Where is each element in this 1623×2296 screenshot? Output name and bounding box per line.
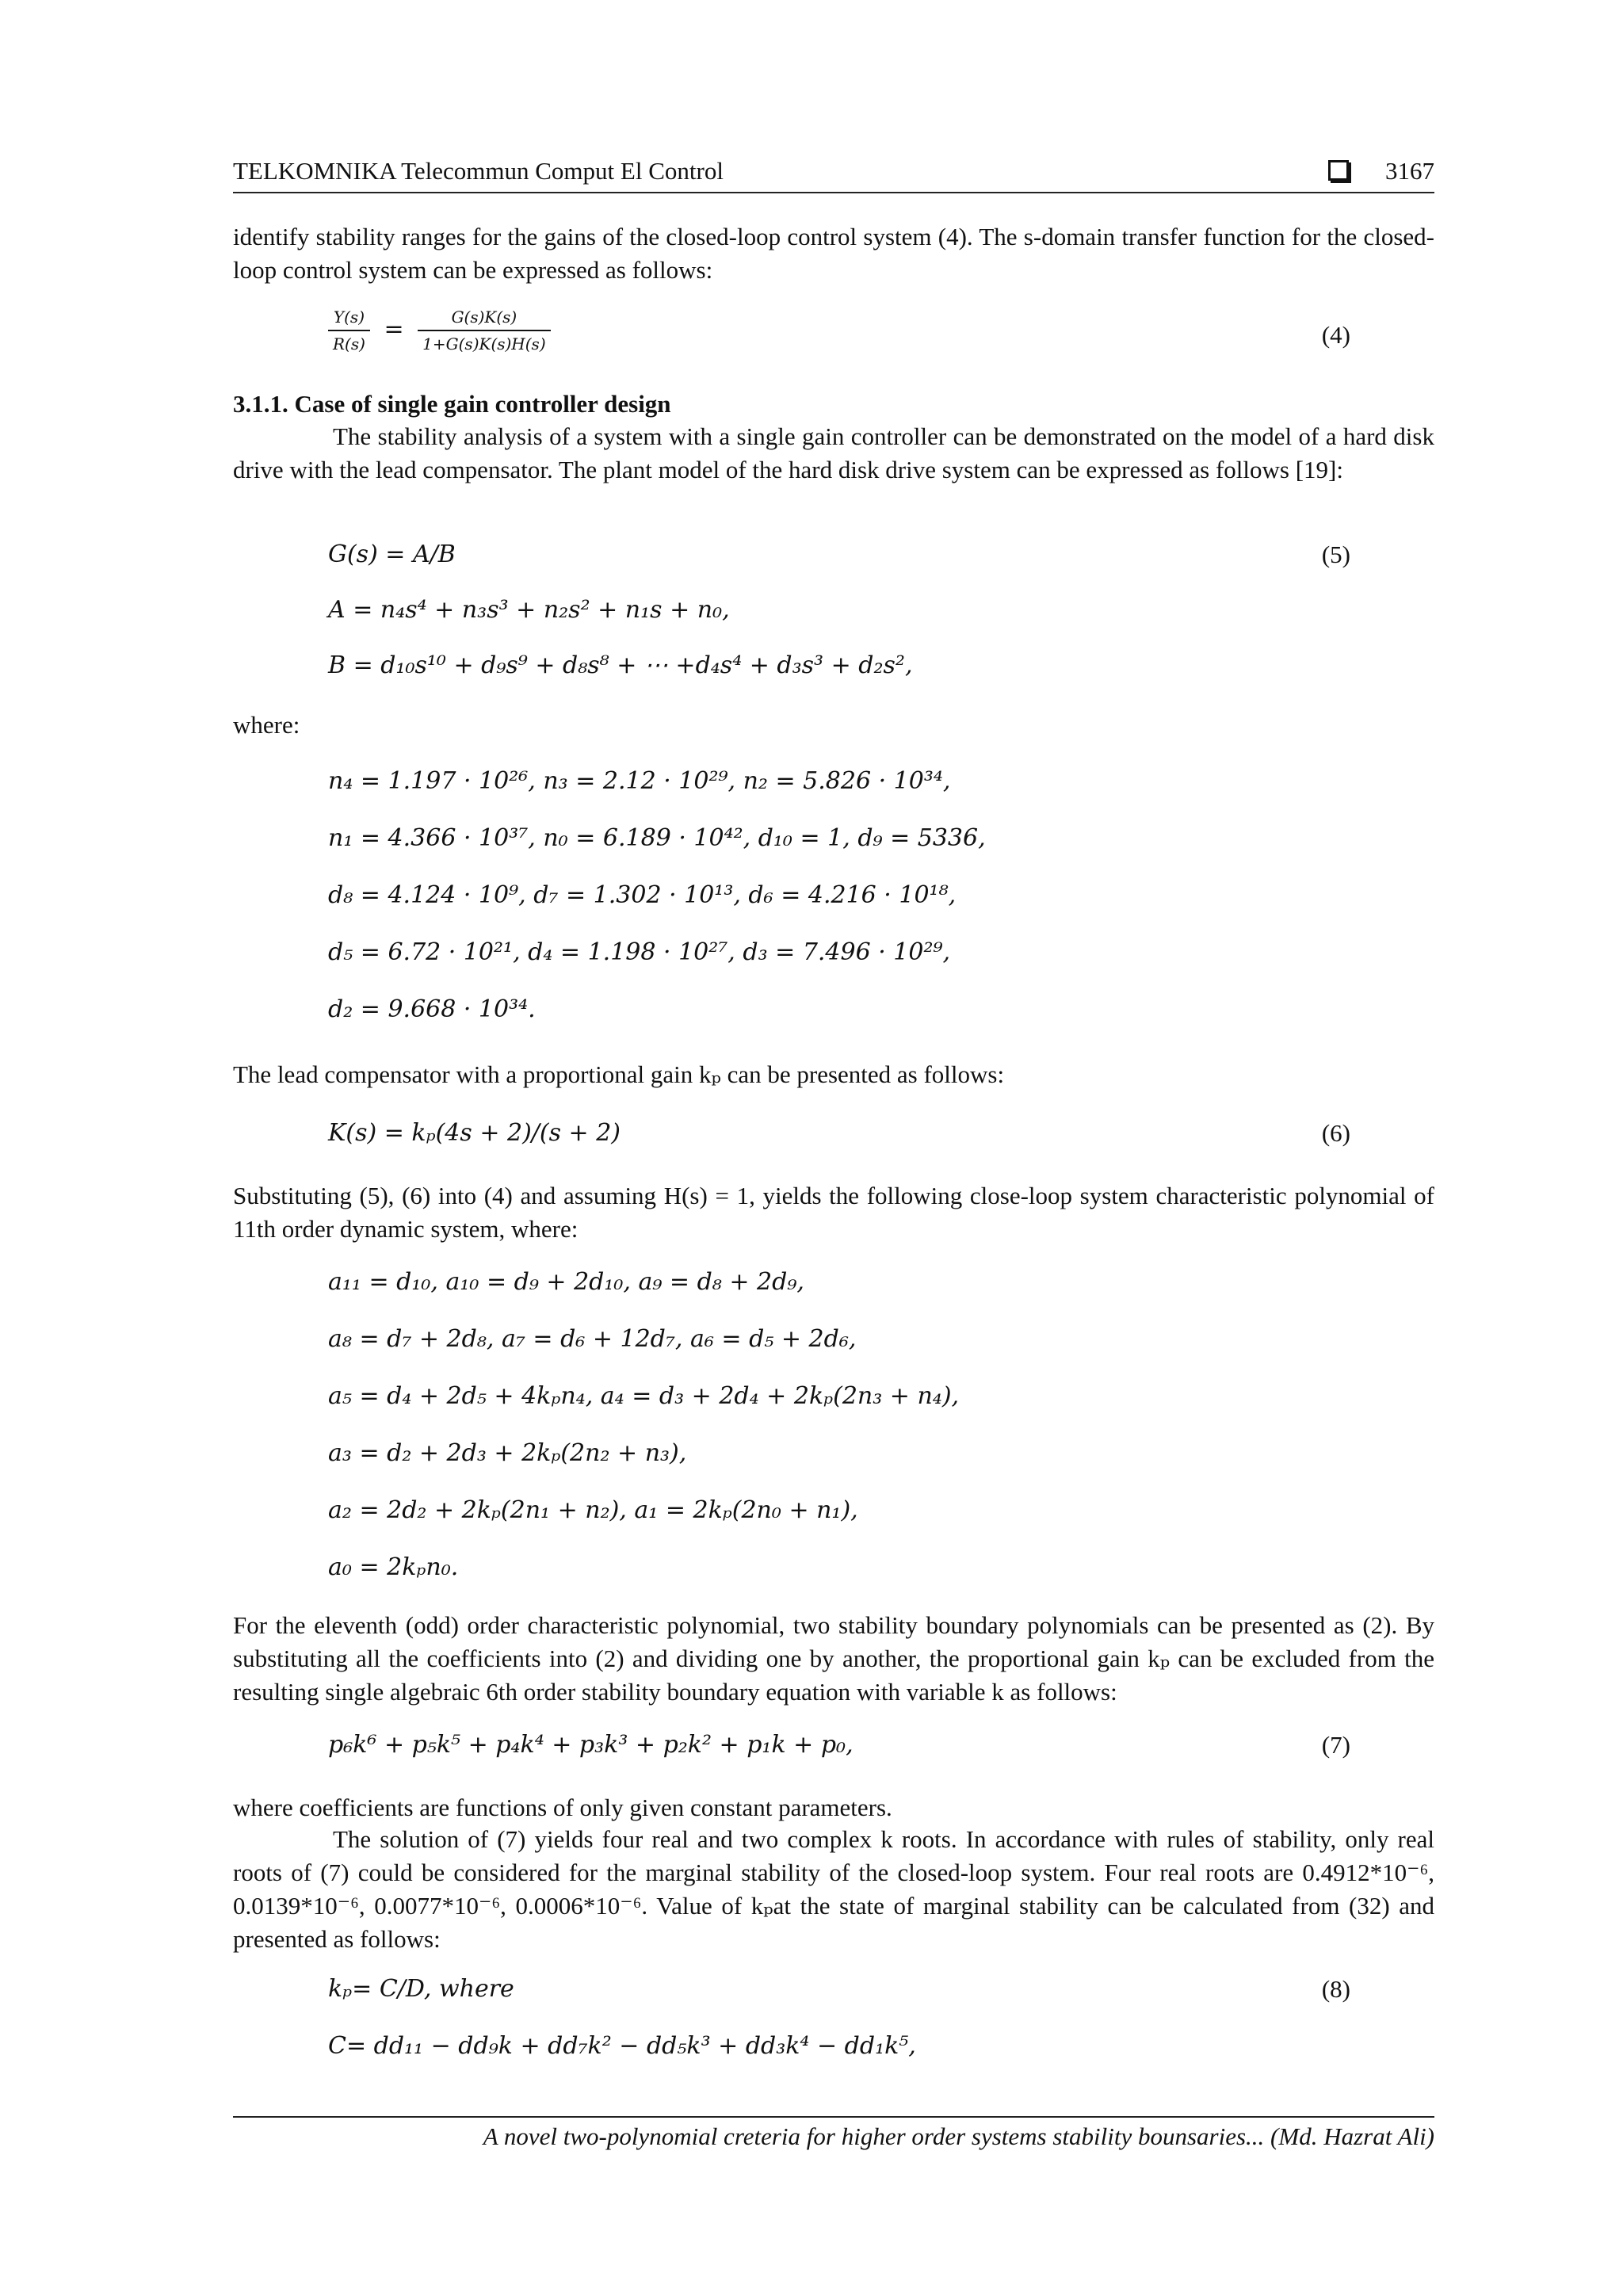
eq4-rhs-numerator: G(s)K(s) xyxy=(418,308,550,331)
journal-title: TELKOMNIKA Telecommun Comput El Control xyxy=(233,157,724,185)
coefficient-line: d₅ = 6.72 · 10²¹, d₄ = 1.198 · 10²⁷, d₃ = 7.496 · 10²⁹, xyxy=(328,938,951,966)
a-coefficient-line: a₃ = d₂ + 2d₃ + 2kₚ(2n₂ + n₃), xyxy=(328,1439,687,1467)
equation-5-line1: G(s) = A/B xyxy=(328,541,456,568)
coefficients-note: where coefficients are functions of only given constant parameters. xyxy=(233,1794,892,1821)
a-coefficient-line: a₈ = d₇ + 2d₈, a₇ = d₆ + 12d₇, a₆ = d₅ + 2d₆, xyxy=(328,1325,857,1353)
square-bullet-icon xyxy=(1328,160,1349,181)
lead-compensator-paragraph: The lead compensator with a proportional gain kₚ can be presented as follows: xyxy=(233,1060,1005,1088)
equation-5-line3: B = d₁₀s¹⁰ + d₉s⁹ + d₈s⁸ + ⋯ +d₄s⁴ + d₃s³ + d₂s², xyxy=(328,651,913,679)
coefficient-line: d₈ = 4.124 · 10⁹, d₇ = 1.302 · 10¹³, d₆ = 4.216 · 10¹⁸, xyxy=(328,881,957,909)
equation-4: $\frac{Y(s)}{R(s)}$ = $\frac{G(s)K(s)}{1+G(s)K(s)H(s)}$ xyxy=(328,308,551,353)
eq4-rhs-fraction xyxy=(418,308,550,353)
equation-7: p₆k⁶ + p₅k⁵ + p₄k⁴ + p₃k³ + p₂k² + p₁k + p₀, xyxy=(328,1731,854,1759)
section-heading: 3.1.1. Case of single gain controller design xyxy=(233,390,671,418)
running-footer: A novel two-polynomial creteria for higher order systems stability bounsaries... (Md. Hazrat Ali) xyxy=(483,2122,1434,2150)
intro-paragraph: identify stability ranges for the gains of the closed-loop control system (4). The s-domain transfer function for the closed-loop control system can be expressed as follows: xyxy=(233,223,1434,284)
single-gain-paragraph: The stability analysis of a system with a single gain controller can be demonstrated on the model of a hard disk drive with the lead compensator. The plant model of the hard disk drive system can be expressed as follows [19]: xyxy=(233,422,1434,483)
eq8-number: (8) xyxy=(1321,1975,1350,2003)
running-header xyxy=(233,155,1434,193)
eq7-number: (7) xyxy=(1321,1731,1350,1759)
equation-6: K(s) = kₚ(4s + 2)/(s + 2) xyxy=(328,1119,621,1147)
coefficient-line: n₁ = 4.366 · 10³⁷, n₀ = 6.189 · 10⁴², d₁₀ = 1, d₉ = 5336, xyxy=(328,824,986,852)
eq4-lhs-numerator: Y(s) xyxy=(328,308,370,331)
page-number: 3167 xyxy=(1385,157,1434,185)
coefficient-line: d₂ = 9.668 · 10³⁴. xyxy=(328,995,536,1023)
a-coefficient-line: a₂ = 2d₂ + 2kₚ(2n₁ + n₂), a₁ = 2kₚ(2n₀ + n₁), xyxy=(328,1496,858,1524)
a-coefficient-line: a₀ = 2kₚn₀. xyxy=(328,1553,459,1581)
substituting-paragraph: Substituting (5), (6) into (4) and assuming H(s) = 1, yields the following close-loop system characteristic polynomial of 11th order dynamic system, where: xyxy=(233,1182,1434,1243)
solution-paragraph: The solution of (7) yields four real and two complex k roots. In accordance with rules of stability, only real roots of (7) could be considered for the marginal stability of the closed-loop system. Four real roots are 0.4912*10⁻⁶, 0.0139*10⁻⁶, 0.0077*10⁻⁶, 0.0006*10⁻⁶. Value of kₚat the state of marginal stability can be calculated from (32) and presented as follows: xyxy=(233,1825,1434,1953)
eq6-number: (6) xyxy=(1321,1119,1350,1147)
where-label: where: xyxy=(233,711,300,739)
eq4-number: (4) xyxy=(1321,321,1350,349)
equation-8-line1: kₚ= C/D, where xyxy=(328,1975,514,2003)
equation-8-line2: C= dd₁₁ − dd₉k + dd₇k² − dd₅k³ + dd₃k⁴ − dd₁k⁵, xyxy=(328,2032,916,2060)
eq4-lhs-denominator: R(s) xyxy=(333,334,365,353)
eq4-lhs-fraction xyxy=(328,308,370,353)
eq5-number: (5) xyxy=(1321,541,1350,568)
a-coefficient-line: a₁₁ = d₁₀, a₁₀ = d₉ + 2d₁₀, a₉ = d₈ + 2d₉, xyxy=(328,1268,804,1296)
equation-5-line2: A = n₄s⁴ + n₃s³ + n₂s² + n₁s + n₀, xyxy=(328,596,730,624)
a-coefficient-line: a₅ = d₄ + 2d₅ + 4kₚn₄, a₄ = d₃ + 2d₄ + 2kₚ(2n₃ + n₄), xyxy=(328,1382,960,1410)
footer-rule xyxy=(233,2116,1434,2118)
coefficient-line: n₄ = 1.197 · 10²⁶, n₃ = 2.12 · 10²⁹, n₂ = 5.826 · 10³⁴, xyxy=(328,767,951,795)
eq4-rhs-denominator: 1+G(s)K(s)H(s) xyxy=(422,334,546,353)
eleventh-order-paragraph: For the eleventh (odd) order characteristic polynomial, two stability boundary polynomials can be presented as (2). By substituting all the coefficients into (2) and dividing one by another, the proportional gain kₚ can be excluded from the resulting single algebraic 6th order stability boundary equation with variable k as follows: xyxy=(233,1611,1434,1706)
